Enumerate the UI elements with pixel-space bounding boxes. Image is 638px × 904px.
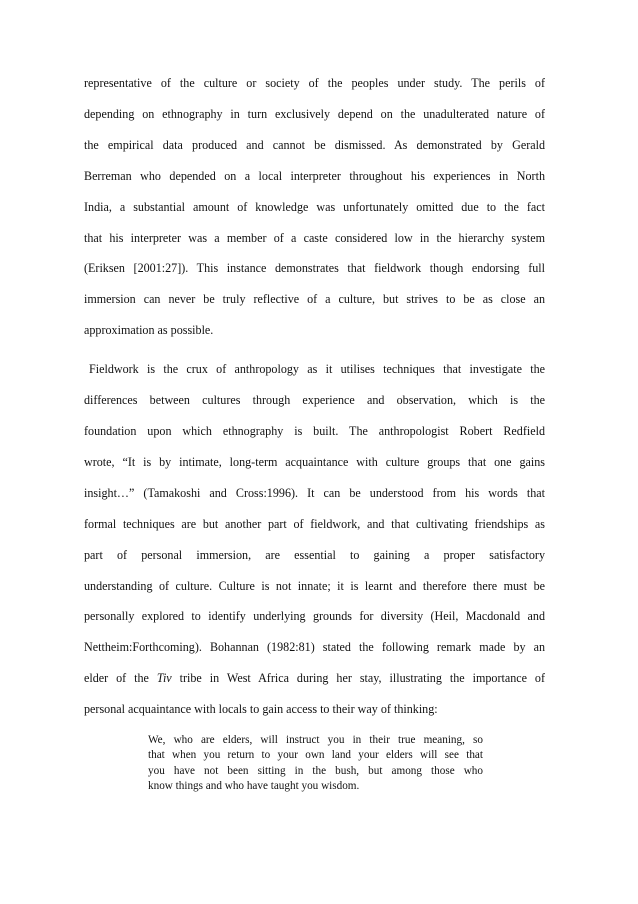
paragraph-2 bbox=[84, 354, 545, 725]
paragraph-1-line-2: depending on ethnography in turn exclusively depend on the unadulterated nature of bbox=[84, 106, 545, 121]
paragraph-1 bbox=[84, 68, 545, 346]
tribe-name-italic: Tiv bbox=[156, 671, 172, 686]
block-quote-line-2: that when you return to your own land your elders will see that bbox=[148, 749, 483, 762]
block-quote-line-3: you have not been sitting in the bush, but among those who bbox=[148, 764, 483, 777]
paragraph-2-line-2: differences between cultures through experience and observation, which is the bbox=[84, 393, 545, 408]
paragraph-2-line-7: part of personal immersion, are essential to gaining a proper satisfactory bbox=[84, 547, 545, 562]
paragraph-2-line-3: foundation upon which ethnography is built. The anthropologist Robert Redfield bbox=[84, 423, 545, 438]
line-11-text-before: elder of the bbox=[84, 671, 157, 686]
paragraph-2-line-9: personally explored to identify underlying grounds for diversity (Heil, Macdonald and bbox=[84, 609, 545, 624]
paragraph-2-line-10: Nettheim:Forthcoming). Bohannan (1982:81) stated the following remark made by an bbox=[84, 640, 545, 655]
paragraph-1-line-8: immersion can never be truly reflective of a culture, but strives to be as close an bbox=[84, 292, 545, 307]
paragraph-1-line-3: the empirical data produced and cannot be dismissed. As demonstrated by Gerald bbox=[84, 137, 545, 152]
document-page bbox=[84, 68, 545, 794]
paragraph-1-line-9: approximation as possible. bbox=[84, 323, 214, 338]
block-quote-line-1: We, who are elders, will instruct you in their true meaning, so bbox=[148, 734, 483, 747]
paragraph-2-line-12: personal acquaintance with locals to gain access to their way of thinking: bbox=[84, 702, 438, 717]
block-quote-line-4: know things and who have taught you wisdom. bbox=[148, 779, 360, 792]
paragraph-2-line-4: wrote, “It is by intimate, long-term acquaintance with culture groups that one gains bbox=[84, 454, 545, 469]
paragraph-2-line-8: understanding of culture. Culture is not innate; it is learnt and therefore there must be bbox=[84, 578, 545, 593]
paragraph-2-line-11 bbox=[84, 663, 545, 694]
paragraph-2-line-5: insight…” (Tamakoshi and Cross:1996). It can be understood from his words that bbox=[84, 485, 545, 500]
paragraph-2-line-1: Fieldwork is the crux of anthropology as it utilises techniques that investigate the bbox=[89, 362, 545, 377]
paragraph-1-line-7: (Eriksen [2001:27]). This instance demonstrates that fieldwork though endorsing full bbox=[84, 261, 545, 276]
paragraph-1-line-6: that his interpreter was a member of a caste considered low in the hierarchy system bbox=[84, 230, 545, 245]
paragraph-1-line-4: Berreman who depended on a local interpreter throughout his experiences in North bbox=[84, 168, 545, 183]
block-quote bbox=[148, 733, 483, 794]
paragraph-1-line-1: representative of the culture or society of the peoples under study. The perils of bbox=[84, 76, 545, 90]
line-11-text-after: tribe in West Africa during her stay, illustrating the importance of bbox=[171, 671, 545, 686]
paragraph-1-line-5: India, a substantial amount of knowledge was unfortunately omitted due to the fact bbox=[84, 199, 545, 214]
paragraph-2-line-6: formal techniques are but another part of fieldwork, and that cultivating friendships as bbox=[84, 516, 545, 531]
